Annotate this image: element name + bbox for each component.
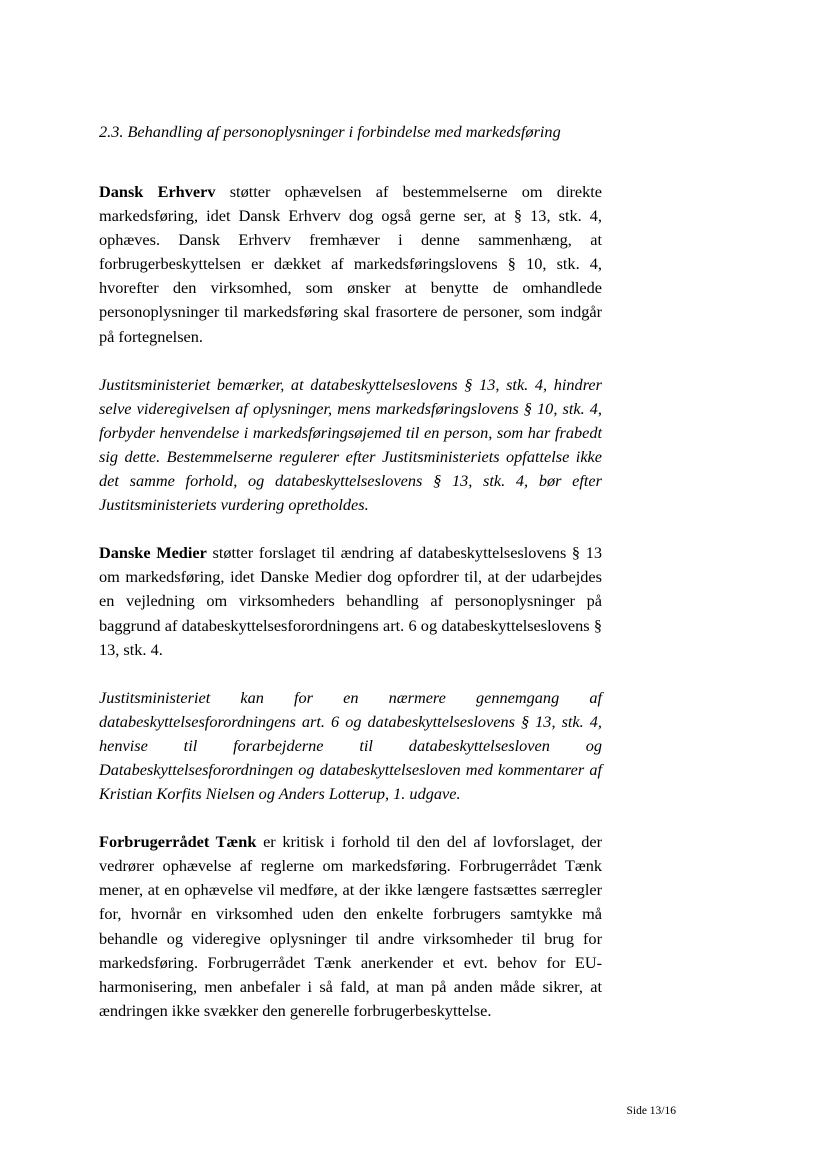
document-body [99, 120, 602, 1047]
paragraph-text: støtter ophævelsen af bestemmelserne om direkte markedsføring, idet Dansk Erhverv dog også gerne ser, at § 13, stk. 4, ophæves. Dansk Erhverv fremhæver i denne sammenhæng, at forbrugerbeskyttelsen er dækket af markedsføringslovens § 10, stk. 4, hvorefter den virksomhed, som ønsker at benytte de omhandlede personoplysninger til markedsføring skal frasortere de personer, som indgår på fortegnelsen. [99, 182, 603, 346]
section-heading: 2.3. Behandling af personoplysninger i forbindelse med markedsføring [99, 122, 561, 141]
organization-name: Dansk Erhverv [99, 182, 216, 201]
paragraph-dansk-erhverv [99, 180, 602, 349]
paragraph-justitsministeriet-response-1: Justitsministeriet bemærker, at databeskyttelseslovens § 13, stk. 4, hindrer selve videregivelsen af oplysninger, mens markedsføringslovens § 10, stk. 4, forbyder henvendelse i markedsføringsøjemed til en person, som har frabedt sig dette. Bestemmelserne regulerer efter Justitsministeriets opfattelse ikke det samme forhold, og databeskyttelseslovens § 13, stk. 4, bør efter Justitsministeriets vurdering opretholdes. [99, 374, 602, 515]
paragraph-text: er kritisk i forhold til den del af lovforslaget, der vedrører ophævelse af reglerne om markedsføring. Forbrugerrådet Tænk mener, at en ophævelse vil medføre, at der ikke længere fastsættes særregler for, hvornår en virksomhed uden den enkelte forbrugers samtykke må behandle og videregive oplysninger til andre virksomheder til brug for markedsføring. Forbrugerrådet Tænk anerkender et evt. behov for EU-harmonisering, men anbefaler i så fald, at man på anden måde sikrer, at ændringen ikke svækker den generelle forbrugerbeskyttelse. [99, 832, 602, 1020]
paragraph-justitsministeriet-response-2: Justitsministeriet kan for en nærmere gennemgang af databeskyttelsesforordningens art. 6 og databeskyttelseslovens § 13, stk. 4, henvise til forarbejderne til databeskyttelsesloven og Databeskyttelsesforordningen og databeskyttelsesloven med kommentarer af Kristian Korfits Nielsen og Anders Lotterup, 1. udgave. [99, 687, 602, 804]
paragraph-danske-medier [99, 541, 602, 661]
page-number: Side 13/16 [626, 1105, 676, 1117]
paragraph-text: støtter forslaget til ændring af databeskyttelseslovens § 13 om markedsføring, idet Danske Medier dog opfordrer til, at der udarbejdes en vejledning om virksomheders behandling af personoplysninger på baggrund af databeskyttelsesforordningens art. 6 og databeskyttelseslovens § 13, stk. 4. [99, 543, 602, 659]
organization-name: Danske Medier [99, 543, 207, 563]
organization-name: Forbrugerrådet Tænk [99, 832, 257, 852]
paragraph-forbrugeraadet [99, 830, 602, 1023]
